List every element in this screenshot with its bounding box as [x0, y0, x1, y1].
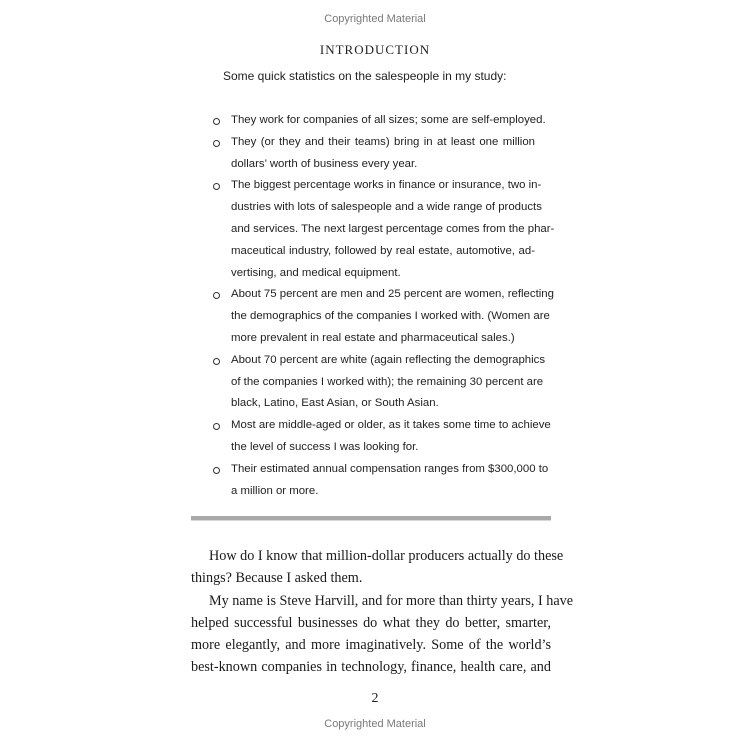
list-item-line: The biggest percentage works in finance or insurance, two in- — [231, 179, 542, 192]
body-paragraph — [191, 545, 564, 590]
list-item — [213, 132, 535, 176]
list-item-line: About 70 percent are white (again reflecting the demographics — [231, 353, 546, 366]
list-item-line: a million or more. — [231, 484, 319, 497]
list-item-line: of the companies I worked with); the remaining 30 percent are — [231, 375, 544, 388]
bullet-icon — [213, 467, 220, 474]
bullet-icon — [213, 292, 220, 299]
list-item — [213, 459, 549, 503]
bullet-icon — [213, 358, 220, 365]
list-item-line: more prevalent in real estate and pharmaceutical sales.) — [231, 331, 515, 344]
list-item-line: the demographics of the companies I worked with. (Women are — [231, 310, 550, 323]
bullet-icon — [213, 140, 220, 147]
list-item-line: They (or they and their teams) bring in at least one million — [231, 135, 535, 148]
copyright-watermark-top: Copyrighted Material — [324, 13, 426, 25]
section-divider — [191, 516, 551, 521]
list-item-line: maceutical industry, followed by real estate, automotive, ad- — [231, 244, 535, 257]
list-item-line: About 75 percent are men and 25 percent are women, reflecting — [231, 288, 554, 301]
statistics-list — [213, 110, 555, 502]
list-item-line: Their estimated annual compensation ranges from $300,000 to — [231, 462, 549, 475]
page-number: 2 — [371, 691, 379, 706]
list-item — [213, 415, 551, 459]
body-line: more elegantly, and more imaginatively. Some of the world’s — [191, 637, 551, 654]
list-item-line: black, Latino, East Asian, or South Asian. — [231, 397, 439, 410]
body-line: things? Because I asked them. — [191, 570, 363, 587]
list-item-line: They work for companies of all sizes; some are self-employed. — [231, 114, 546, 126]
list-item — [213, 284, 554, 349]
intro-sentence: Some quick statistics on the salespeople in my study: — [223, 69, 507, 83]
bullet-icon — [213, 423, 220, 430]
body-line: My name is Steve Harvill, and for more than thirty years, I have — [209, 592, 574, 609]
body-paragraph — [191, 590, 574, 679]
body-text — [191, 545, 574, 679]
chapter-heading: INTRODUCTION — [319, 42, 431, 57]
list-item-line: vertising, and medical equipment. — [231, 266, 401, 279]
list-item-line: dustries with lots of salespeople and a wide range of products — [231, 201, 542, 214]
list-item-line: the level of success I was looking for. — [231, 440, 419, 453]
list-item-line: and services. The next largest percentage comes from the phar- — [231, 222, 555, 235]
list-item — [213, 110, 546, 132]
body-line: helped successful businesses do what they do better, smarter, — [191, 614, 551, 631]
list-item-line: dollars’ worth of business every year. — [231, 157, 418, 170]
copyright-watermark-bottom: Copyrighted Material — [324, 718, 426, 730]
list-item — [213, 175, 555, 284]
list-item-line: Most are middle-aged or older, as it takes some time to achieve — [231, 419, 551, 432]
bullet-icon — [213, 118, 220, 125]
body-line: best-known companies in technology, finance, health care, and — [191, 659, 551, 676]
bullet-icon — [213, 183, 220, 190]
list-item — [213, 350, 546, 415]
body-line: How do I know that million-dollar producers actually do these — [209, 548, 564, 564]
